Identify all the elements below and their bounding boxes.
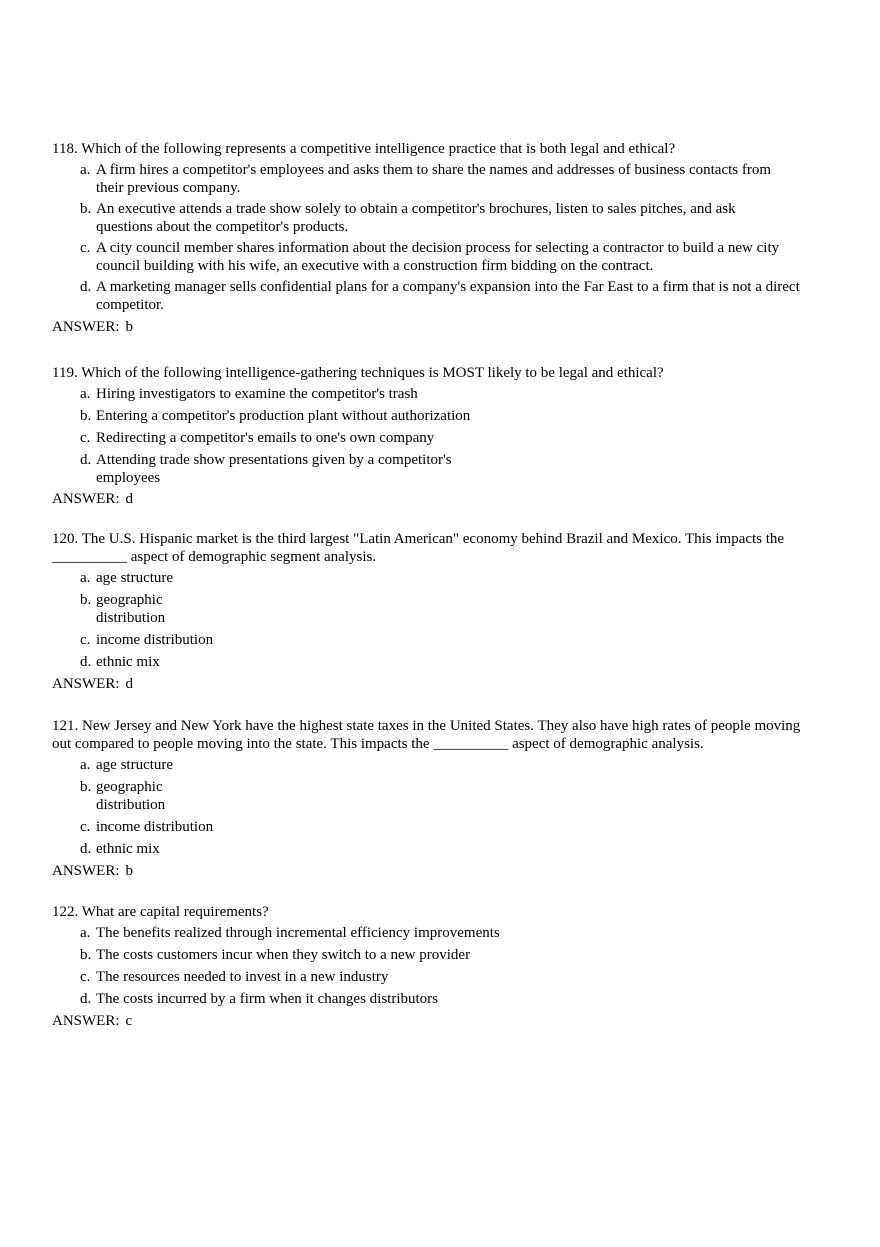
answer-line <box>52 318 812 336</box>
option-text: A marketing manager sells confidential plans for a company's expansion into the Far East to a firm that is not a direct competitor. <box>96 279 800 313</box>
option-text: income distribution <box>96 632 214 648</box>
question-number: 119. <box>52 365 78 381</box>
option-d <box>52 840 812 858</box>
answer-line <box>52 1012 812 1030</box>
question-text: Which of the following intelligence-gathering techniques is MOST likely to be legal and ethical? <box>81 365 664 381</box>
option-text: income distribution <box>96 819 214 835</box>
answer-label: ANSWER: <box>52 491 120 507</box>
option-b <box>52 200 786 236</box>
option-letter: b. <box>80 947 92 963</box>
option-a <box>52 161 786 197</box>
option-text: ethnic mix <box>96 654 160 670</box>
question-number: 120. <box>52 531 79 547</box>
option-letter: b. <box>80 408 92 424</box>
option-text: The costs incurred by a firm when it changes distributors <box>96 991 438 1007</box>
option-text: ethnic mix <box>96 841 160 857</box>
question-stem <box>52 140 812 158</box>
option-d <box>52 451 491 487</box>
option-letter: c. <box>80 430 91 446</box>
option-c <box>52 239 801 275</box>
option-letter: b. <box>80 201 92 217</box>
option-c <box>52 968 812 986</box>
question-120 <box>52 530 817 693</box>
option-text: The costs customers incur when they switch to a new provider <box>96 947 471 963</box>
option-d <box>52 653 817 671</box>
option-letter: d. <box>80 452 92 468</box>
option-text: A firm hires a competitor's employees and asks them to share the names and addresses of business contacts from their previous company. <box>96 162 772 196</box>
question-text: The U.S. Hispanic market is the third largest "Latin American" economy behind Brazil and Mexico. This impacts the __________ aspect of demographic segment analysis. <box>52 531 785 565</box>
option-letter: a. <box>80 570 91 586</box>
answer-line <box>52 675 817 693</box>
option-letter: a. <box>80 925 91 941</box>
answer-value: d <box>125 676 133 692</box>
option-text: A city council member shares information about the decision process for selecting a contractor to build a new city council building with his wife, an executive with a construction firm bidding on the contract. <box>96 240 780 274</box>
option-c <box>52 429 812 447</box>
option-text: Redirecting a competitor's emails to one's own company <box>96 430 435 446</box>
question-text: Which of the following represents a competitive intelligence practice that is both legal and ethical? <box>81 141 676 157</box>
option-b <box>52 591 196 627</box>
question-121 <box>52 717 812 880</box>
option-letter: d. <box>80 279 92 295</box>
answer-line <box>52 862 812 880</box>
option-text: geographic distribution <box>96 592 166 626</box>
question-118 <box>52 140 812 336</box>
answer-label: ANSWER: <box>52 863 120 879</box>
question-number: 122. <box>52 904 79 920</box>
option-c <box>52 631 817 649</box>
option-text: age structure <box>96 757 174 773</box>
answer-label: ANSWER: <box>52 1013 120 1029</box>
option-a <box>52 385 812 403</box>
option-d <box>52 278 816 314</box>
question-number: 121. <box>52 718 79 734</box>
question-text: What are capital requirements? <box>81 904 269 920</box>
answer-label: ANSWER: <box>52 319 120 335</box>
option-a <box>52 569 817 587</box>
question-number: 118. <box>52 141 78 157</box>
option-letter: a. <box>80 386 91 402</box>
option-letter: b. <box>80 592 92 608</box>
question-text: New Jersey and New York have the highest state taxes in the United States. They also have high rates of people moving out compared to people moving into the state. This impacts the __________ aspect of demographic analysis. <box>52 718 801 752</box>
question-119 <box>52 364 812 508</box>
option-text: An executive attends a trade show solely to obtain a competitor's brochures, listen to sales pitches, and ask questions about the competitor's products. <box>96 201 736 235</box>
option-a <box>52 924 812 942</box>
option-letter: c. <box>80 969 91 985</box>
answer-value: b <box>125 319 133 335</box>
option-letter: a. <box>80 757 91 773</box>
answer-value: b <box>125 863 133 879</box>
option-text: The resources needed to invest in a new industry <box>96 969 389 985</box>
question-stem <box>52 903 812 921</box>
answer-label: ANSWER: <box>52 676 120 692</box>
question-stem <box>52 364 812 382</box>
option-c <box>52 818 812 836</box>
option-letter: d. <box>80 841 92 857</box>
option-text: Entering a competitor's production plant without authorization <box>96 408 471 424</box>
answer-value: c <box>125 1013 133 1029</box>
option-b <box>52 946 812 964</box>
option-letter: c. <box>80 632 91 648</box>
option-letter: b. <box>80 779 92 795</box>
option-text: The benefits realized through incremental efficiency improvements <box>96 925 500 941</box>
option-letter: d. <box>80 991 92 1007</box>
option-letter: c. <box>80 819 91 835</box>
question-stem <box>52 530 817 566</box>
option-b <box>52 407 812 425</box>
question-122 <box>52 903 812 1030</box>
option-text: age structure <box>96 570 174 586</box>
option-a <box>52 756 812 774</box>
option-d <box>52 990 812 1008</box>
option-letter: a. <box>80 162 91 178</box>
answer-value: d <box>125 491 133 507</box>
option-text: Attending trade show presentations given by a competitor's employees <box>96 452 452 486</box>
question-stem <box>52 717 812 753</box>
option-letter: d. <box>80 654 92 670</box>
option-letter: c. <box>80 240 91 256</box>
option-text: Hiring investigators to examine the competitor's trash <box>96 386 418 402</box>
option-b <box>52 778 196 814</box>
answer-line <box>52 490 812 508</box>
option-text: geographic distribution <box>96 779 166 813</box>
